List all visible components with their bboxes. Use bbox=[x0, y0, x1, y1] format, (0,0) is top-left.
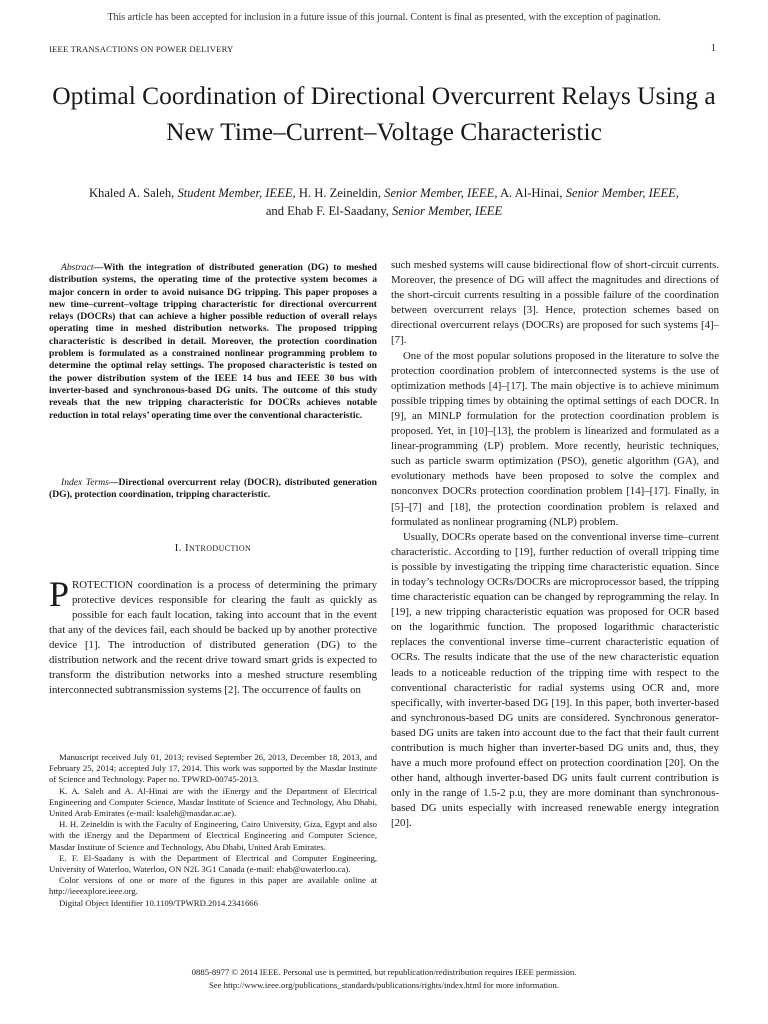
author-list: Khaled A. Saleh, Student Member, IEEE, H. H. Zeineldin, Senior Member, IEEE, A. Al-Hinai, Senior Member, IEEE, and Ehab F. El-Saadany, Senior Member, IEEE bbox=[88, 186, 680, 218]
abstract-label: Abstract bbox=[61, 262, 94, 273]
intro-text: coordination is a process of determining the primary protective devices responsible for clearing the fault as quickly as possible for each fault location, taking into account that in the event that any of the devices fail, each should be backed up by another protective device [1]. The introduction of distributed generation (DG) to the distribution network and the recent drive toward smart grids is expected to transform the distribution networks into a meshed structure resembling interconnected subtransmission systems [2]. The occurrence of faults on bbox=[49, 579, 377, 696]
section-title: Introduction bbox=[185, 542, 252, 554]
author-name: H. H. Zeineldin bbox=[298, 186, 378, 200]
abstract-text: —With the integration of distributed generation (DG) to meshed distribution systems, the operating time of the protective system becomes a major concern in order to avoid nuisance DG tripping. This paper proposes a new time–current–voltage tripping characteristic for directional overcurrent relays (DOCRs) that can achieve a higher possible reduction of overall relays operating time in meshed distribution networks. The proposed tripping characteristic is described in detail. Moreover, the protection coordination problem is formulated as a constrained nonlinear programming problem to determine the optimal relay settings. The proposed characteristic is tested on the power distribution system of the IEEE 14 bus and IEEE 30 bus with inverter-based and synchronous-based DG units. The outcome of this study reveals that the new tripping characteristic for DOCRs achieves notable reduction in total relays’ operating time over the conventional characteristic. bbox=[49, 262, 377, 421]
body-paragraph: One of the most popular solutions proposed in the literature to solve the protection coordination problem of interconnected systems is the use of optimization methods [4]–[17]. The main objective is to achieve minimum possible tripping times by obtaining the optimal settings of each DOCR. In [9], an MINLP formulation for the protection coordination problem is proposed. Yet, in [10]–[13], the problem is linearized and formulated as a linear-programming (LP) problem. More recently, heuristic techniques, such as particle swarm optimization (PSO), genetic algorithm (GA), and evolutionary methods have been proposed to solve the complex and nonconvex DOCRs protection coordination problem [14]–[17]. Finally, in [5]–[7] and [18], the protection coordination problem is relaxed and formulated as nonlinear programing (NLP) problem. bbox=[391, 349, 719, 528]
first-word: ROTECTION bbox=[72, 579, 134, 591]
footnotes bbox=[49, 752, 377, 909]
author-role: Senior Member, IEEE bbox=[565, 186, 676, 200]
journal-name: IEEE TRANSACTIONS ON POWER DELIVERY bbox=[49, 44, 234, 54]
introduction-paragraph bbox=[49, 574, 377, 698]
author-name: and Ehab F. El-Saadany bbox=[265, 204, 386, 218]
paper-title: Optimal Coordination of Directional Overcurrent Relays Using a New Time–Current–Voltage Characteristic bbox=[52, 81, 716, 146]
body-paragraph: Usually, DOCRs operate based on the conventional inverse time–current characteristic. According to [19], further reduction of overall tripping time is possible by investigating the tripping time characteristic equation. Since in today’s technology OCRs/DOCRs are microprocessor based, the tripping time characteristic equation can be changed by reprogramming the relay. In [19], a new tripping characteristic equation was proposed for OCR based on the logarithmic function. The proposed logarithmic characteristic replaces the conventional inverse time–current characteristic equation of OCRs. The results indicate that the use of the new characteristic equation leads to a noticeable reduction of the tripping time with respect to the conventional characteristic for radial systems using OCR and, more specifically, with inverter-based DG [19]. In this paper, both inverter-based and synchronous-based DG units are considered. Synchronous generator-based DG units are taken into account due to the fact that their fault current contribution is much higher than inverter-based DG units and, thus, they have a much more profound effect on protection coordination [20]. On the other hand, although inverter-based DG units fault current contribution is only in the range of 1.5-2 p.u, they are more dominant than synchronous-based DG units especially with increased renewable energy integration [20]. bbox=[391, 530, 719, 830]
footnote: Manuscript received July 01, 2013; revised September 26, 2013, December 18, 2013, and February 25, 2014; accepted July 17, 2014. This work was supported by the Masdar Institute of Science and Technology. Paper no. TPWRD-00745-2013. bbox=[49, 752, 377, 785]
page-number: 1 bbox=[711, 43, 716, 54]
drop-cap: P bbox=[49, 574, 70, 614]
author-role: Student Member, IEEE bbox=[177, 186, 293, 200]
abstract bbox=[49, 262, 377, 422]
copyright-line: 0885-8977 © 2014 IEEE. Personal use is permitted, but republication/redistribution requires IEEE permission. bbox=[191, 967, 577, 977]
author-role: Senior Member, IEEE bbox=[392, 204, 503, 218]
index-terms-text: —Directional overcurrent relay (DOCR), distributed generation (DG), protection coordination, tripping characteristic. bbox=[49, 477, 377, 501]
footnote: Digital Object Identifier 10.1109/TPWRD.2014.2341666 bbox=[59, 897, 258, 908]
author-name: Khaled A. Saleh bbox=[88, 186, 172, 200]
index-terms bbox=[49, 477, 377, 502]
section-number: I. bbox=[174, 542, 182, 554]
author-role: Senior Member, IEEE bbox=[384, 186, 495, 200]
rights-link-line: See http://www.ieee.org/publications_standards/publications/rights/index.html for more information. bbox=[208, 980, 560, 990]
acceptance-notice: This article has been accepted for inclusion in a future issue of this journal. Content is final as presented, with the exception of pagination. bbox=[107, 12, 661, 23]
footnote: H. H. Zeineldin is with the Faculty of Engineering, Cairo University, Giza, Egypt and also with the iEnergy and the Department of Electrical Engineering and Computer Science, Masdar Institute of Science and Technology, Abu Dhabi, United Arab Emirates. bbox=[49, 819, 377, 852]
footnote: K. A. Saleh and A. Al-Hinai are with the iEnergy and the Department of Electrical Engineering and Computer Science, Masdar Institute of Science and Technology, Abu Dhabi, United Arab Emirates (e-mail: ksaleh@masdar.ac.ae). bbox=[49, 785, 377, 819]
section-heading bbox=[49, 542, 377, 554]
index-terms-label: Index Terms bbox=[61, 477, 109, 488]
footnote: Color versions of one or more of the figures in this paper are available online at http://ieeexplore.ieee.org. bbox=[49, 875, 377, 897]
body-paragraph: such meshed systems will cause bidirectional flow of short-circuit currents. Moreover, the presence of DG will affect the magnitudes and directions of the short-circuit currents resulting in a possible failure of the coordination between overcurrent relays [3]. Hence, protection schemes based on directional overcurrent relays (DOCRs) are proposed for such systems [4]–[7]. bbox=[391, 259, 719, 347]
right-column-text bbox=[391, 258, 719, 832]
copyright-notice bbox=[0, 966, 768, 992]
author-name: A. Al-Hinai bbox=[499, 186, 560, 200]
footnote: E. F. El-Saadany is with the Department of Electrical and Computer Engineering, University of Waterloo, Waterloo, ON N2L 3G1 Canada (e-mail: ehab@uwaterloo.ca). bbox=[49, 852, 377, 875]
